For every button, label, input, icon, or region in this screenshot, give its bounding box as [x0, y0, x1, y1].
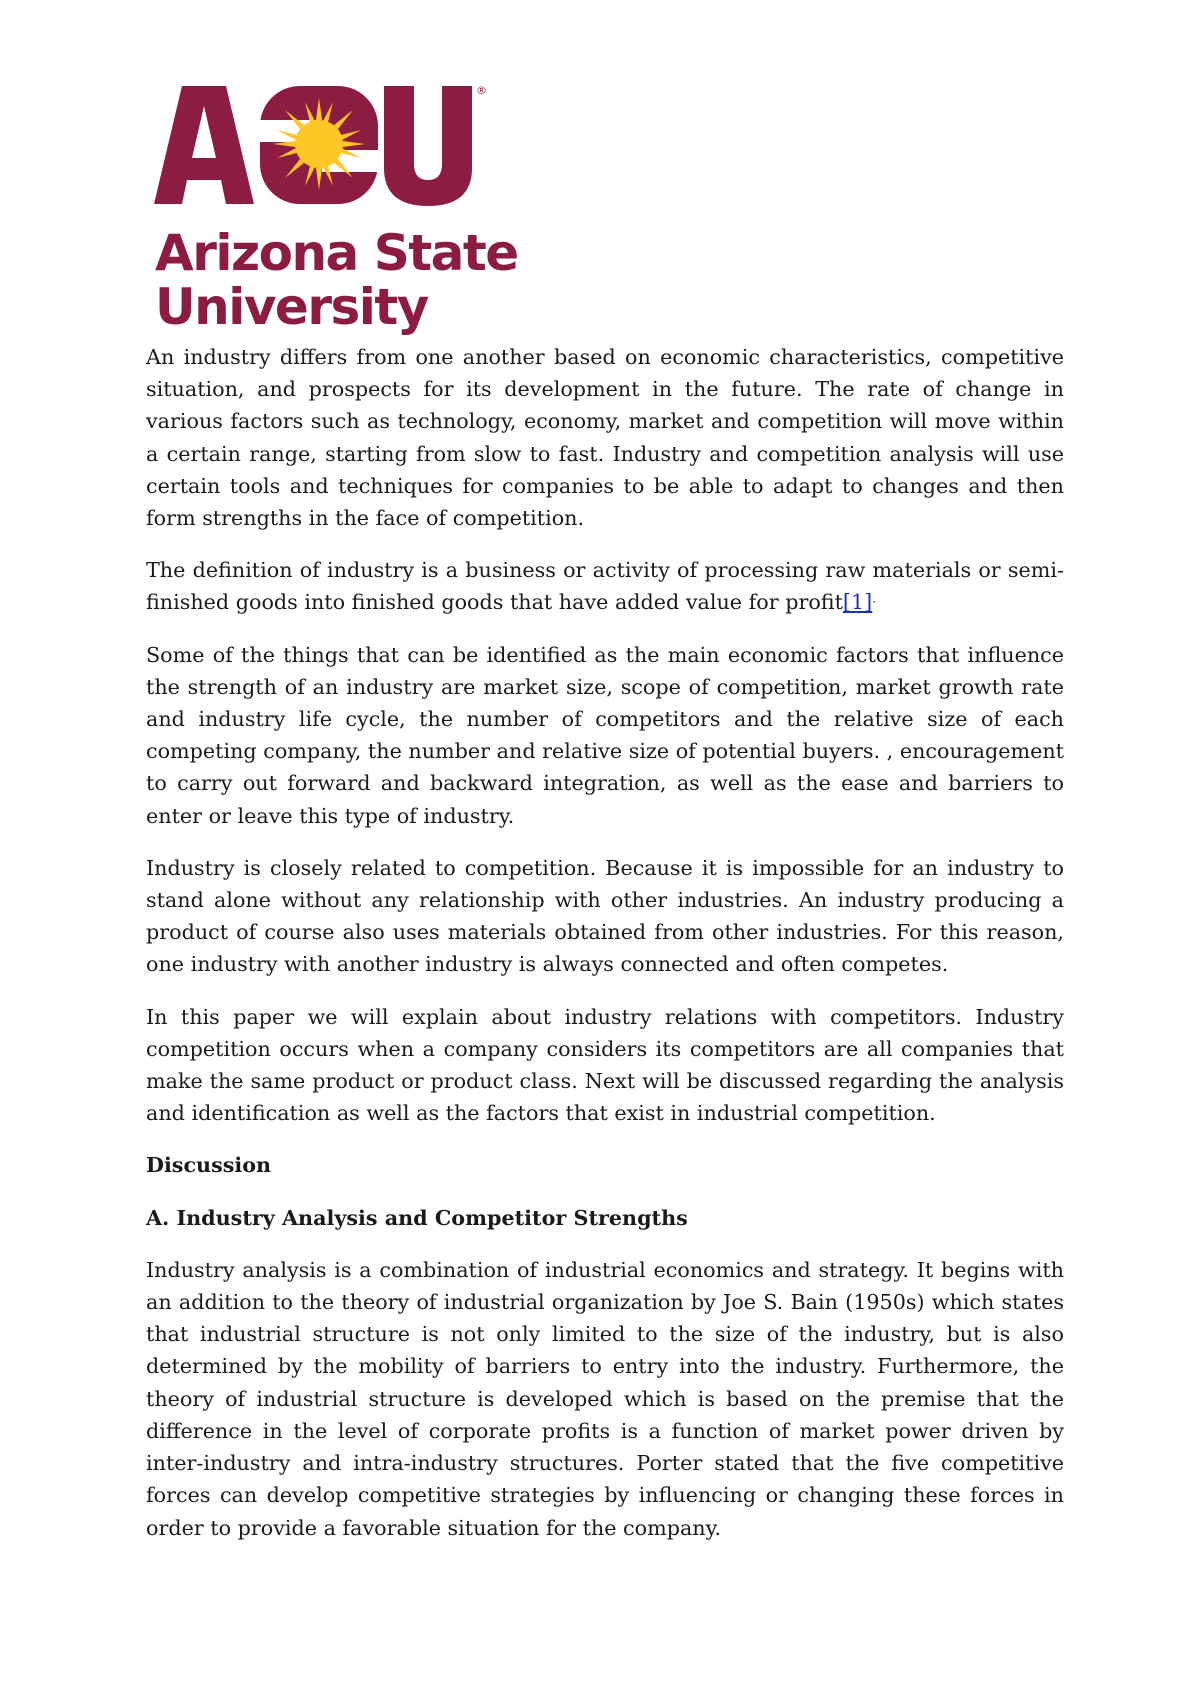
logo-wordmark-line1: Arizona State: [155, 224, 518, 282]
asu-logo: [152, 80, 532, 340]
asu-monogram-icon: [152, 80, 492, 210]
paragraph-industry-analysis: Industry analysis is a combination of industrial economics and strategy. It begins with an addition to the theory of industrial organization by Joe S. Bain (1950s) which states that industrial structure is not only limited to the size of the industry, but is also determined by the mobility of barriers to entry into the industry. Furthermore, the theory of industrial structure is developed which is based on the premise that the difference in the level of corporate profits is a function of market power driven by inter-industry and intra-industry structures. Porter stated that the five competitive forces can develop competitive strategies by influencing or changing these forces in order to provide a favorable situation for the company.: [146, 1257, 1064, 1540]
paragraph-intro: An industry differs from one another based on economic characteristics, competitive situation, and prospects for its development in the future. The rate of change in various factors such as technology, economy, market and competition will move within a certain range, starting from slow to fast. Industry and competition analysis will use certain tools and techniques for companies to be able to adapt to changes and then form strengths in the face of competition.: [146, 345, 1064, 531]
paragraph-economic-factors: Some of the things that can be identified as the main economic factors that influence the strength of an industry are market size, scope of competition, market growth rate and industry life cycle, the number of competitors and the relative size of each competing company, the number and relative size of potential buyers. , encouragement to carry out forward and backward integration, as well as the ease and barriers to enter or leave this type of industry.: [146, 642, 1064, 828]
paragraph-definition: [146, 554, 1064, 618]
svg-text:®: ®: [476, 84, 487, 97]
heading-industry-analysis: A. Industry Analysis and Competitor Strengths: [146, 1205, 688, 1230]
heading-discussion: Discussion: [146, 1153, 272, 1178]
logo-wordmark-line2: University: [155, 278, 428, 336]
paragraph-competition: Industry is closely related to competition. Because it is impossible for an industry to stand alone without any relationship with other industries. An industry producing a product of course also uses materials obtained from other industries. For this reason, one industry with another industry is always connected and often competes.: [146, 855, 1064, 977]
document-body: [146, 341, 1064, 1564]
footnote-marker: ·: [872, 595, 877, 610]
footnote-reference-link[interactable]: [1]: [842, 590, 873, 615]
paragraph-paper-scope: In this paper we will explain about industry relations with competitors. Industry competition occurs when a company considers its competitors are all companies that make the same product or product class. Next will be discussed regarding the analysis and identification as well as the factors that exist in industrial competition.: [146, 1004, 1064, 1126]
paragraph-definition-text: The definition of industry is a business or activity of processing raw materials or semi-finished goods into finished goods that have added value for profit: [146, 558, 1064, 615]
